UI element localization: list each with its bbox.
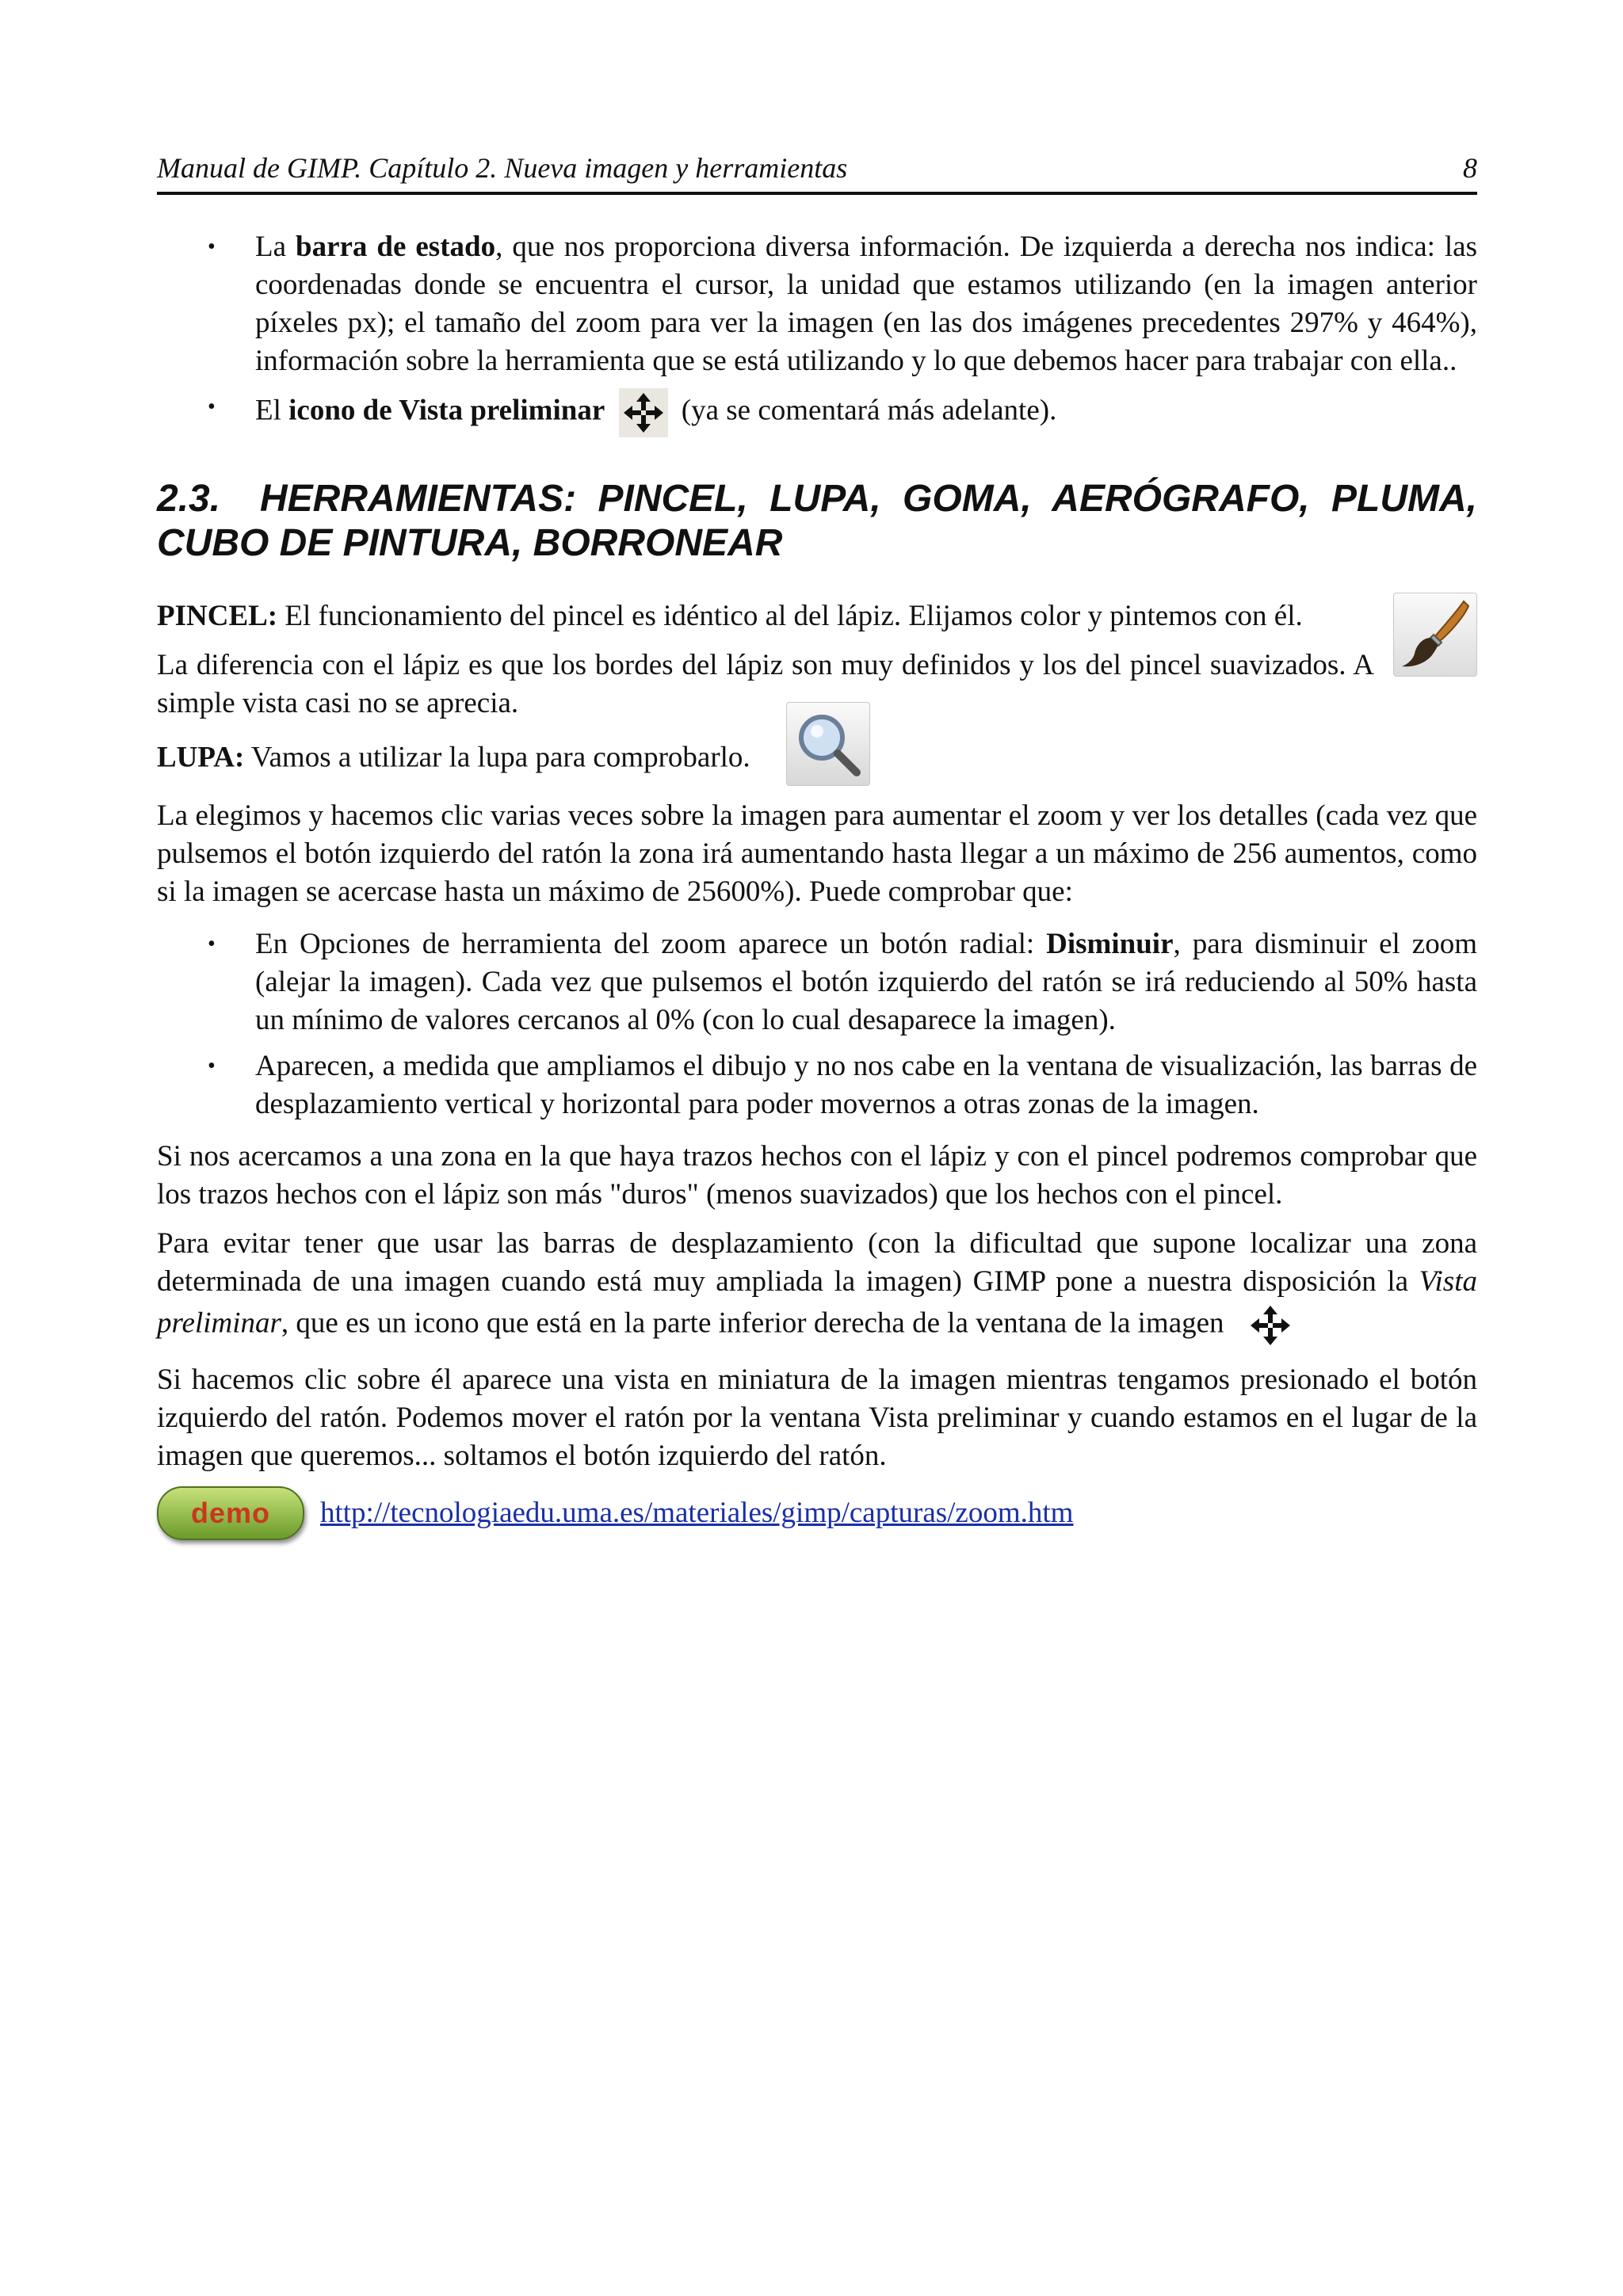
demo-button[interactable]: demo: [157, 1486, 304, 1540]
pincel-paragraph: PINCEL: El funcionamiento del pincel es idéntico al del lápiz. Elijamos color y pintemos con él.: [157, 597, 1477, 635]
diferencia-paragraph: La diferencia con el lápiz es que los bordes del lápiz son muy definidos y los del pincel suavizados. A simple vista casi no se aprecia.: [157, 649, 1374, 719]
move-arrows-icon: [1246, 1301, 1295, 1350]
document-page: [157, 151, 1477, 1540]
bullet-dot: •: [208, 1054, 216, 1078]
header-title: Manual de GIMP. Capítulo 2. Nueva imagen y herramientas: [157, 152, 848, 184]
elegimos-paragraph: La elegimos y hacemos clic varias veces sobre la imagen para aumentar el zoom y ver los detalles (cada vez que pulsemos el botón izquierdo del ratón la zona irá aumentando hasta llegar a un máximo de 256 aumentos, como si la imagen se acercase hasta un máximo de 25600%). Puede comprobar que:: [157, 799, 1477, 908]
section-heading: [157, 477, 1477, 566]
list-item: • La barra de estado, que nos proporciona diversa información. De izquierda a derecha nos indica: las coordenadas donde se encuentra el cursor, la unidad que estamos utilizando (en la imagen anterior píxeles px); el tamaño del zoom para ver la imagen (en las dos imágenes precedentes 297% y 464%), información sobre la herramienta que se está utilizando y lo que debemos hacer para trabajar con ella..: [157, 228, 1477, 380]
demo-row: [157, 1486, 1477, 1540]
bullet-list-status: [157, 228, 1477, 437]
list-item: • En Opciones de herramienta del zoom aparece un botón radial: Disminuir, para disminuir el zoom (alejar la imagen). Cada vez que pulsemos el botón izquierdo del ratón se irá reduciendo al 50% hasta un mínimo de valores cercanos al 0% (con lo cual desaparece la imagen).: [157, 925, 1477, 1039]
magnifier-icon: [786, 702, 870, 786]
evitar-paragraph: Para evitar tener que usar las barras de desplazamiento (con la dificultad que supone localizar una zona determinada de una imagen cuando está muy ampliada la imagen) GIMP pone a nuestra disposición la Vista preliminar, que es un icono que está en la parte inferior derecha de la ventana de la imagen: [157, 1225, 1477, 1350]
bullet-list-zoom: [157, 925, 1477, 1123]
demo-link[interactable]: http://tecnologiaedu.uma.es/materiales/gimp/capturas/zoom.htm: [320, 1497, 1074, 1529]
bullet-dot: •: [208, 932, 216, 956]
lupa-paragraph: LUPA: Vamos a utilizar la lupa para comprobarlo.: [157, 734, 1477, 786]
section-number: 2.3.: [157, 478, 221, 520]
section-title: HERRAMIENTAS: PINCEL, LUPA, GOMA, AERÓGRAFO, PLUMA, CUBO DE PINTURA, BORRONEAR: [157, 478, 1477, 564]
page-header: [157, 151, 1477, 195]
list-item: • El icono de Vista preliminar (ya se comentará más adelante).: [157, 388, 1477, 437]
paintbrush-icon: [1393, 593, 1477, 677]
move-arrows-icon: [619, 388, 668, 437]
list-item: • Aparecen, a medida que ampliamos el dibujo y no nos cabe en la ventana de visualización, las barras de desplazamiento vertical y horizontal para poder movernos a otras zonas de la imagen.: [157, 1047, 1477, 1123]
page-number: 8: [1463, 152, 1477, 184]
acercamos-paragraph: Si nos acercamos a una zona en la que haya trazos hechos con el lápiz y con el pincel podremos comprobar que los trazos hechos con el lápiz son más "duros" (menos suavizados) que los hechos con el pincel.: [157, 1140, 1477, 1211]
bullet-dot: •: [208, 235, 216, 259]
bullet-dot: •: [208, 395, 216, 419]
clic-paragraph: Si hacemos clic sobre él aparece una vista en miniatura de la imagen mientras tengamos presionado el botón izquierdo del ratón. Podemos mover el ratón por la ventana Vista preliminar y cuando estamos en el lugar de la imagen que queremos... soltamos el botón izquierdo del ratón.: [157, 1363, 1477, 1472]
